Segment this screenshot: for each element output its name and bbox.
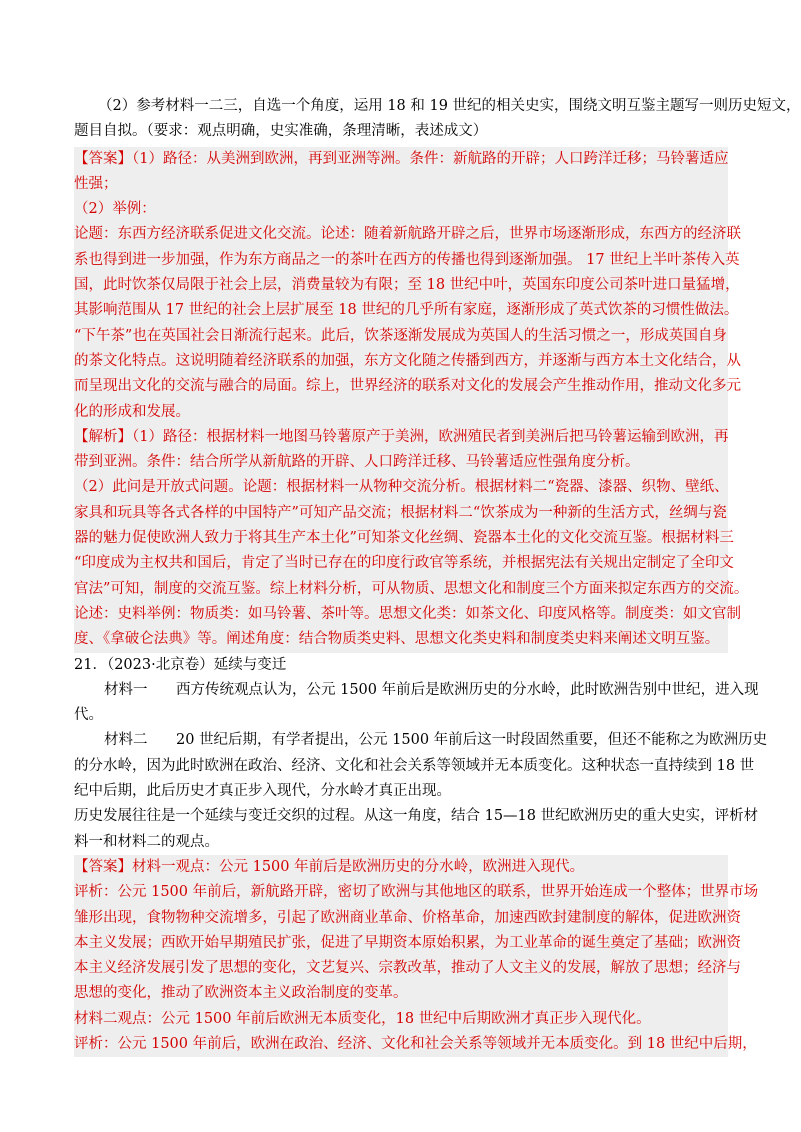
answer-block bbox=[74, 147, 741, 425]
analysis-line: “印度成为主权共和国后，肯定了当时已存在的印度行政官等系统，并根据宪法有关规出定制定了全印文 bbox=[74, 551, 728, 576]
material-2-line: 纪中后期，此后历史才真正步入现代，分水岭才真正出现。 bbox=[74, 783, 451, 800]
answer-line: 本主义经济发展引发了思想的变化，文艺复兴、宗教改革，推动了人文主义的发展，解放了思想；经济与 bbox=[74, 956, 728, 981]
answer-line: 性强； bbox=[74, 172, 728, 197]
analysis-line: 带到亚洲。条件：结合所学从新航路的开辟、人口跨洋迁移、马铃薯适应性强角度分析。 bbox=[74, 450, 728, 475]
analysis-line: （2）此问是开放式问题。论题：根据材料一从物种交流分析。根据材料二“瓷器、漆器、织物、壁纸、 bbox=[74, 475, 728, 500]
answer-line: 化的形成和发展。 bbox=[74, 400, 728, 425]
answer-line: 系也得到进一步加强，作为东方商品之一的茶叶在西方的传播也得到逐渐加强。 17 世纪上半叶茶传入英 bbox=[74, 248, 728, 273]
answer-line: 的茶文化特点。这说明随着经济联系的加强，东方文化随之传播到西方，并逐渐与西方本土文化结合，从 bbox=[74, 349, 728, 374]
analysis-line: 度、《拿破仑法典》等。阐述角度：结合物质类史料、思想文化类史料和制度类史料来阐述文明互鉴。 bbox=[74, 627, 728, 652]
material-label: 材料二 bbox=[104, 732, 148, 749]
analysis-line: 家具和玩具等各式各样的中国特产”可知产品交流；根据材料二“饮茶成为一种新的生活方式，丝绸与瓷 bbox=[74, 501, 728, 526]
answer-line: 而呈现出文化的交流与融合的局面。综上，世界经济的联系对文化的发展会产生推动作用，推动文化多元 bbox=[74, 374, 728, 399]
answer-line: 材料二观点：公元 1500 年前后欧洲无本质变化，18 世纪中后期欧洲才真正步入现代化。 bbox=[74, 1007, 728, 1032]
analysis-line: 【解析】（1）路径：根据材料一地图马铃薯原产于美洲，欧洲殖民者到美洲后把马铃薯运输到欧洲，再 bbox=[74, 425, 728, 450]
material-text: 西方传统观点认为，公元 1500 年前后是欧洲历史的分水岭，此时欧洲告别中世纪，进入现 bbox=[176, 681, 759, 698]
answer-line: 雏形出现，食物物种交流增多，引起了欧洲商业革命、价格革命，加速西欧封建制度的解体，促进欧洲资 bbox=[74, 906, 728, 931]
answer-line: 本主义发展；西欧开始早期殖民扩张，促进了早期资本原始积累，为工业革命的诞生奠定了基础；欧洲资 bbox=[74, 931, 728, 956]
answer-line: 其影响范围从 17 世纪的社会上层扩展至 18 世纪的几乎所有家庭，逐渐形成了英式饮茶的习惯性做法。 bbox=[74, 298, 728, 323]
answer-line: （2）举例： bbox=[74, 197, 728, 222]
answer-block bbox=[74, 855, 759, 1057]
material-text: 20 世纪后期，有学者提出，公元 1500 年前后这一时段固然重要，但还不能称之为欧洲历史 bbox=[176, 732, 768, 749]
document-body bbox=[74, 94, 801, 1057]
text-line: （2）参考材料一二三，自选一个角度，运用 18 和 19 世纪的相关史实，围绕文明互鉴主题写一则历史短文， bbox=[98, 98, 801, 114]
analysis-line: 官法”可知，制度的交流互鉴。综上材料分析，可从物质、思想文化和制度三个方面来拟定东西方的交流。 bbox=[74, 577, 728, 602]
analysis-block bbox=[74, 425, 749, 653]
answer-line: 论题：东西方经济联系促进文化交流。论述：随着新航路开辟之后，世界市场逐渐形成，东西方的经济联 bbox=[74, 222, 728, 247]
text-line: 题目自拟。（要求：观点明确，史实准确，条理清晰，表述成文） bbox=[74, 123, 488, 140]
analysis-line: 论述：史料举例：物质类：如马铃薯、茶叶等。思想文化类：如茶文化、印度风格等。制度类：如文官制 bbox=[74, 602, 728, 627]
question-2-prompt bbox=[74, 94, 801, 145]
answer-line: 国，此时饮茶仅局限于社会上层，消费量较为有限；至 18 世纪中叶，英国东印度公司茶叶进口量猛增， bbox=[74, 273, 728, 298]
analysis-line: 器的魅力促使欧洲人致力于将其生产本土化”可知茶文化丝绸、瓷器本土化的文化交流互鉴。根据材料三 bbox=[74, 526, 728, 551]
question-21 bbox=[74, 653, 768, 855]
answer-line: 思想的变化，推动了欧洲资本主义政治制度的变革。 bbox=[74, 981, 728, 1006]
answer-line: 【答案】材料一观点：公元 1500 年前后是欧洲历史的分水岭，欧洲进入现代。 bbox=[74, 855, 728, 880]
answer-line: 评析：公元 1500 年前后，欧洲在政治、经济、文化和社会关系等领域并无本质变化。到 18 世纪中后期， bbox=[74, 1032, 728, 1057]
question-title: 21．（2023·北京卷）延续与变迁 bbox=[74, 656, 287, 673]
material-2-line: 的分水岭，因为此时欧洲在政治、经济、文化和社会关系等领域并无本质变化。这种状态一直持续到 18 世 bbox=[74, 757, 755, 774]
material-2-line bbox=[74, 728, 768, 753]
answer-line: “下午茶”也在英国社会日渐流行起来。此后，饮茶逐渐发展成为英国人的生活习惯之一，形成英国自身 bbox=[74, 324, 728, 349]
material-1-line: 代。 bbox=[74, 707, 103, 724]
answer-line: 【答案】（1）路径：从美洲到欧洲，再到亚洲等洲。条件：新航路的开辟；人口跨洋迁移；马铃薯适应 bbox=[74, 147, 728, 172]
question-text: 料一和材料二的观点。 bbox=[74, 833, 219, 850]
material-label: 材料一 bbox=[104, 681, 148, 698]
material-1-line bbox=[74, 678, 759, 703]
question-text: 历史发展往往是一个延续与变迁交织的过程。从这一角度，结合 15—18 世纪欧洲历史的重大史实，评析材 bbox=[74, 808, 759, 825]
answer-line: 评析：公元 1500 年前后，新航路开辟，密切了欧洲与其他地区的联系，世界开始连成一个整体；世界市场 bbox=[74, 880, 728, 905]
